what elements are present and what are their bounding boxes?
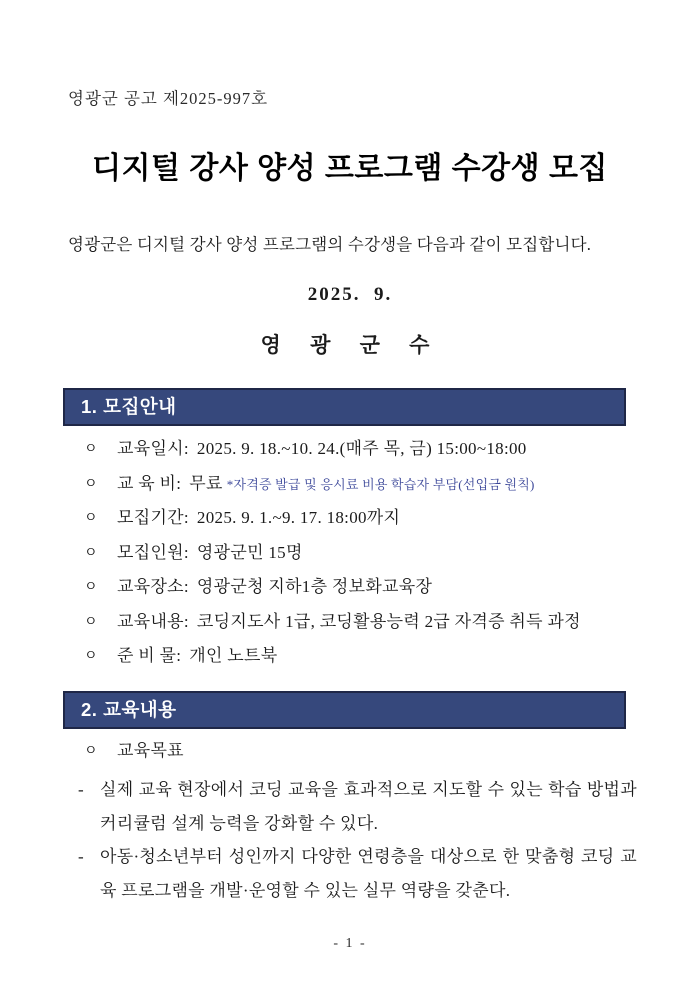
list-item-capacity (63, 542, 637, 565)
document-title: 디지털 강사 양성 프로그램 수강생 모집 (92, 152, 608, 185)
document-number: 영광군 공고 제2025-997호 (68, 89, 269, 108)
item-label: 교육목표 (117, 741, 184, 760)
goal-item (63, 840, 637, 907)
item-value: 영광군청 지하1층 정보화교육장 (196, 577, 433, 596)
item-label: 모집인원: (117, 542, 189, 562)
announcement-date: 2025. 9. (307, 284, 393, 305)
item-label: 모집기간: (117, 508, 189, 527)
bullet-icon: ㅇ (84, 545, 98, 561)
page-number: - 1 - (333, 936, 367, 951)
section-1-header: 1. 모집안내 (63, 388, 626, 426)
list-item-schedule (63, 438, 637, 461)
bullet-icon: ㅇ (84, 580, 98, 595)
list-item-supplies (63, 645, 637, 668)
list-item-fee (63, 473, 637, 496)
item-value: 2025. 9. 1.~9. 17. 18:00까지 (196, 508, 401, 527)
list-item-recruit-period (63, 507, 637, 530)
item-label: 준 비 물: (117, 646, 182, 665)
dash-bullet: - (78, 780, 84, 799)
bullet-icon: ㅇ (84, 744, 98, 759)
item-value: 코딩지도사 1급, 코딩활용능력 2급 자격증 취득 과정 (196, 611, 581, 631)
item-value: 개인 노트북 (189, 646, 278, 665)
section-2-content (63, 740, 637, 907)
goal-text: 실제 교육 현장에서 코딩 교육을 효과적으로 지도할 수 있는 학습 방법과 커리큘럼 설계 능력을 강화할 수 있다. (100, 780, 637, 833)
section-1-item-list (63, 438, 637, 680)
bullet-icon: ㅇ (84, 614, 98, 630)
list-item-education-goal (63, 740, 637, 763)
dash-bullet: - (78, 847, 84, 866)
bullet-icon: ㅇ (84, 649, 98, 664)
issuer-signature: 영 광 군 수 (260, 333, 440, 357)
bullet-icon: ㅇ (84, 442, 98, 457)
fee-note: *자격증 발급 및 응시료 비용 학습자 부담(선입금 원칙) (226, 476, 535, 492)
goal-item (63, 773, 637, 840)
intro-paragraph: 영광군은 디지털 강사 양성 프로그램의 수강생을 다음과 같이 모집합니다. (68, 235, 592, 254)
item-label: 교육일시: (117, 439, 189, 458)
list-item-content (63, 611, 637, 634)
section-2-header: 2. 교육내용 (63, 691, 626, 729)
item-label: 교 육 비: (117, 473, 182, 493)
bullet-icon: ㅇ (84, 511, 98, 526)
goal-text: 아동·청소년부터 성인까지 다양한 연령층을 대상으로 한 맞춤형 코딩 교육 프로그램을 개발·운영할 수 있는 실무 역량을 갖춘다. (100, 847, 637, 900)
item-value: 2025. 9. 18.~10. 24.(매주 목, 금) 15:00~18:00 (196, 439, 527, 458)
item-value: 영광군민 15명 (196, 542, 303, 562)
item-label: 교육장소: (117, 577, 189, 596)
item-value: 무료 (189, 473, 223, 493)
bullet-icon: ㅇ (84, 476, 98, 492)
item-label: 교육내용: (117, 611, 189, 631)
list-item-location (63, 576, 637, 599)
